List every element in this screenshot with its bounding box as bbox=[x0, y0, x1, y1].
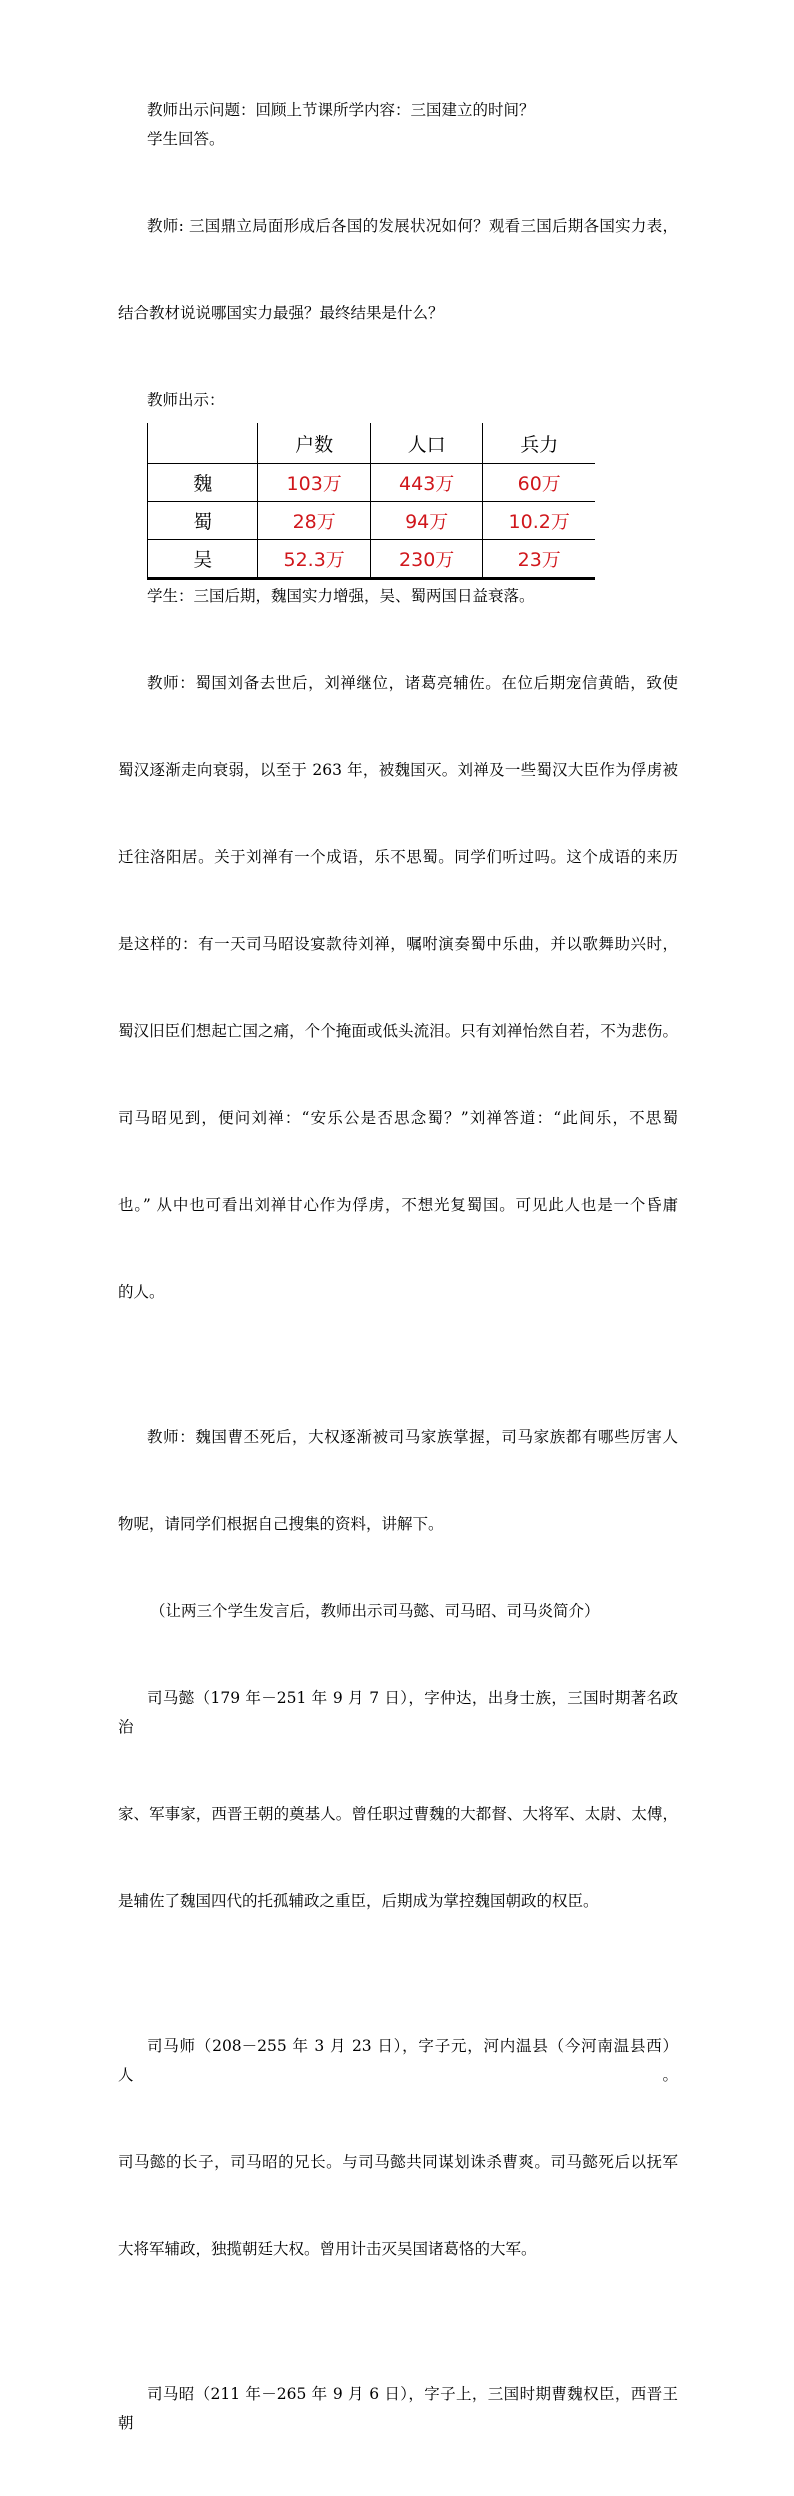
sima-yi-paragraph bbox=[118, 1626, 678, 1974]
value-cell: 10.2万 bbox=[483, 502, 595, 540]
sima-family-paragraph bbox=[118, 1365, 678, 1597]
state-cell: 魏 bbox=[148, 464, 258, 502]
student-conclusion-paragraph: 学生：三国后期，魏国实力增强，吴、蜀两国日益衰落。 bbox=[147, 587, 535, 605]
text-line: 的人。 bbox=[118, 1283, 165, 1301]
table-header-cell: 户数 bbox=[258, 423, 371, 464]
value-cell: 94万 bbox=[370, 502, 483, 540]
text-line: 司马懿的长子，司马昭的兄长。与司马懿共同谋划诛杀曹爽。司马懿死后以抚军 bbox=[118, 2153, 678, 2171]
teacher-three-kingdoms-paragraph bbox=[118, 154, 678, 386]
text-line: 物呢，请同学们根据自己搜集的资料，讲解下。 bbox=[118, 1515, 444, 1533]
table-row bbox=[148, 464, 596, 502]
text-line: 司马懿（179 年－251 年 9 月 7 日），字仲达，出身士族，三国时期著名政治 bbox=[118, 1689, 678, 1736]
text-line: 是辅佐了魏国四代的托孤辅政之重臣，后期成为掌控魏国朝政的权臣。 bbox=[118, 1892, 599, 1910]
text-line: 大将军辅政，独揽朝廷大权。曾用计击灭吴国诸葛恪的大军。 bbox=[118, 2240, 537, 2258]
teacher-show-label: 教师出示： bbox=[147, 391, 225, 409]
text-line: 蜀汉逐渐走向衰弱，以至于 263 年，被魏国灭。刘禅及一些蜀汉大臣作为俘虏被 bbox=[118, 761, 678, 779]
text-line: 是这样的：有一天司马昭设宴款待刘禅，嘱咐演奏蜀中乐曲，并以歌舞助兴时， bbox=[118, 935, 678, 953]
document-page bbox=[118, 96, 678, 2496]
text-line: 蜀汉旧臣们想起亡国之痛，个个掩面或低头流泪。只有刘禅怡然自若，不为悲伤。 bbox=[118, 1022, 678, 1040]
table-row bbox=[148, 502, 596, 540]
value-cell: 103万 bbox=[258, 464, 371, 502]
text-line: 教师：蜀国刘备去世后，刘禅继位，诸葛亮辅佐。在位后期宠信黄皓，致使 bbox=[147, 674, 678, 692]
value-cell: 52.3万 bbox=[258, 540, 371, 579]
value-cell: 60万 bbox=[483, 464, 595, 502]
sima-shi-paragraph bbox=[118, 1974, 678, 2322]
value-cell: 443万 bbox=[370, 464, 483, 502]
student-answer-paragraph: 学生回答。 bbox=[147, 130, 225, 148]
text-line: 司马师（208－255 年 3 月 23 日），字子元，河内温县（今河南温县西）人。 bbox=[118, 2037, 678, 2084]
table-header-row bbox=[148, 423, 596, 464]
liu-shan-paragraph bbox=[118, 611, 678, 1365]
text-line: 司马昭见到，便问刘禅：“安乐公是否思念蜀？”刘禅答道：“此间乐，不思蜀 bbox=[118, 1109, 678, 1127]
table-header-cell: 兵力 bbox=[483, 423, 595, 464]
value-cell: 23万 bbox=[483, 540, 595, 579]
state-cell: 蜀 bbox=[148, 502, 258, 540]
value-cell: 230万 bbox=[370, 540, 483, 579]
text-line: 也。” 从中也可看出刘禅甘心作为俘虏，不想光复蜀国。可见此人也是一个昏庸 bbox=[118, 1196, 678, 1214]
sima-zhao-paragraph bbox=[118, 2322, 678, 2496]
state-cell: 吴 bbox=[148, 540, 258, 579]
table-row bbox=[148, 540, 596, 579]
table-header-cell: 人口 bbox=[370, 423, 483, 464]
text-line: 迁往洛阳居。关于刘禅有一个成语，乐不思蜀。同学们听过吗。这个成语的来历 bbox=[118, 848, 678, 866]
table-header-cell bbox=[148, 423, 258, 464]
text-line: 结合教材说说哪国实力最强？最终结果是什么？ bbox=[118, 304, 444, 322]
text-line: 家、军事家，西晋王朝的奠基人。曾任职过曹魏的大都督、大将军、太尉、太傅， bbox=[118, 1805, 678, 1823]
text-line: 教师: 三国鼎立局面形成后各国的发展状况如何？观看三国后期各国实力表， bbox=[147, 217, 678, 235]
three-kingdoms-strength-table bbox=[147, 423, 595, 580]
value-cell: 28万 bbox=[258, 502, 371, 540]
text-line: 司马昭（211 年－265 年 9 月 6 日），字子上，三国时期曹魏权臣，西晋王朝 bbox=[118, 2385, 678, 2432]
teacher-question-paragraph: 教师出示问题：回顾上节课所学内容：三国建立的时间？ bbox=[147, 101, 535, 119]
instruction-parenthetical: （让两三个学生发言后，教师出示司马懿、司马昭、司马炎简介） bbox=[150, 1602, 600, 1620]
strength-table-wrapper bbox=[147, 423, 597, 580]
text-line: 教师：魏国曹丕死后，大权逐渐被司马家族掌握，司马家族都有哪些厉害人 bbox=[147, 1428, 678, 1446]
